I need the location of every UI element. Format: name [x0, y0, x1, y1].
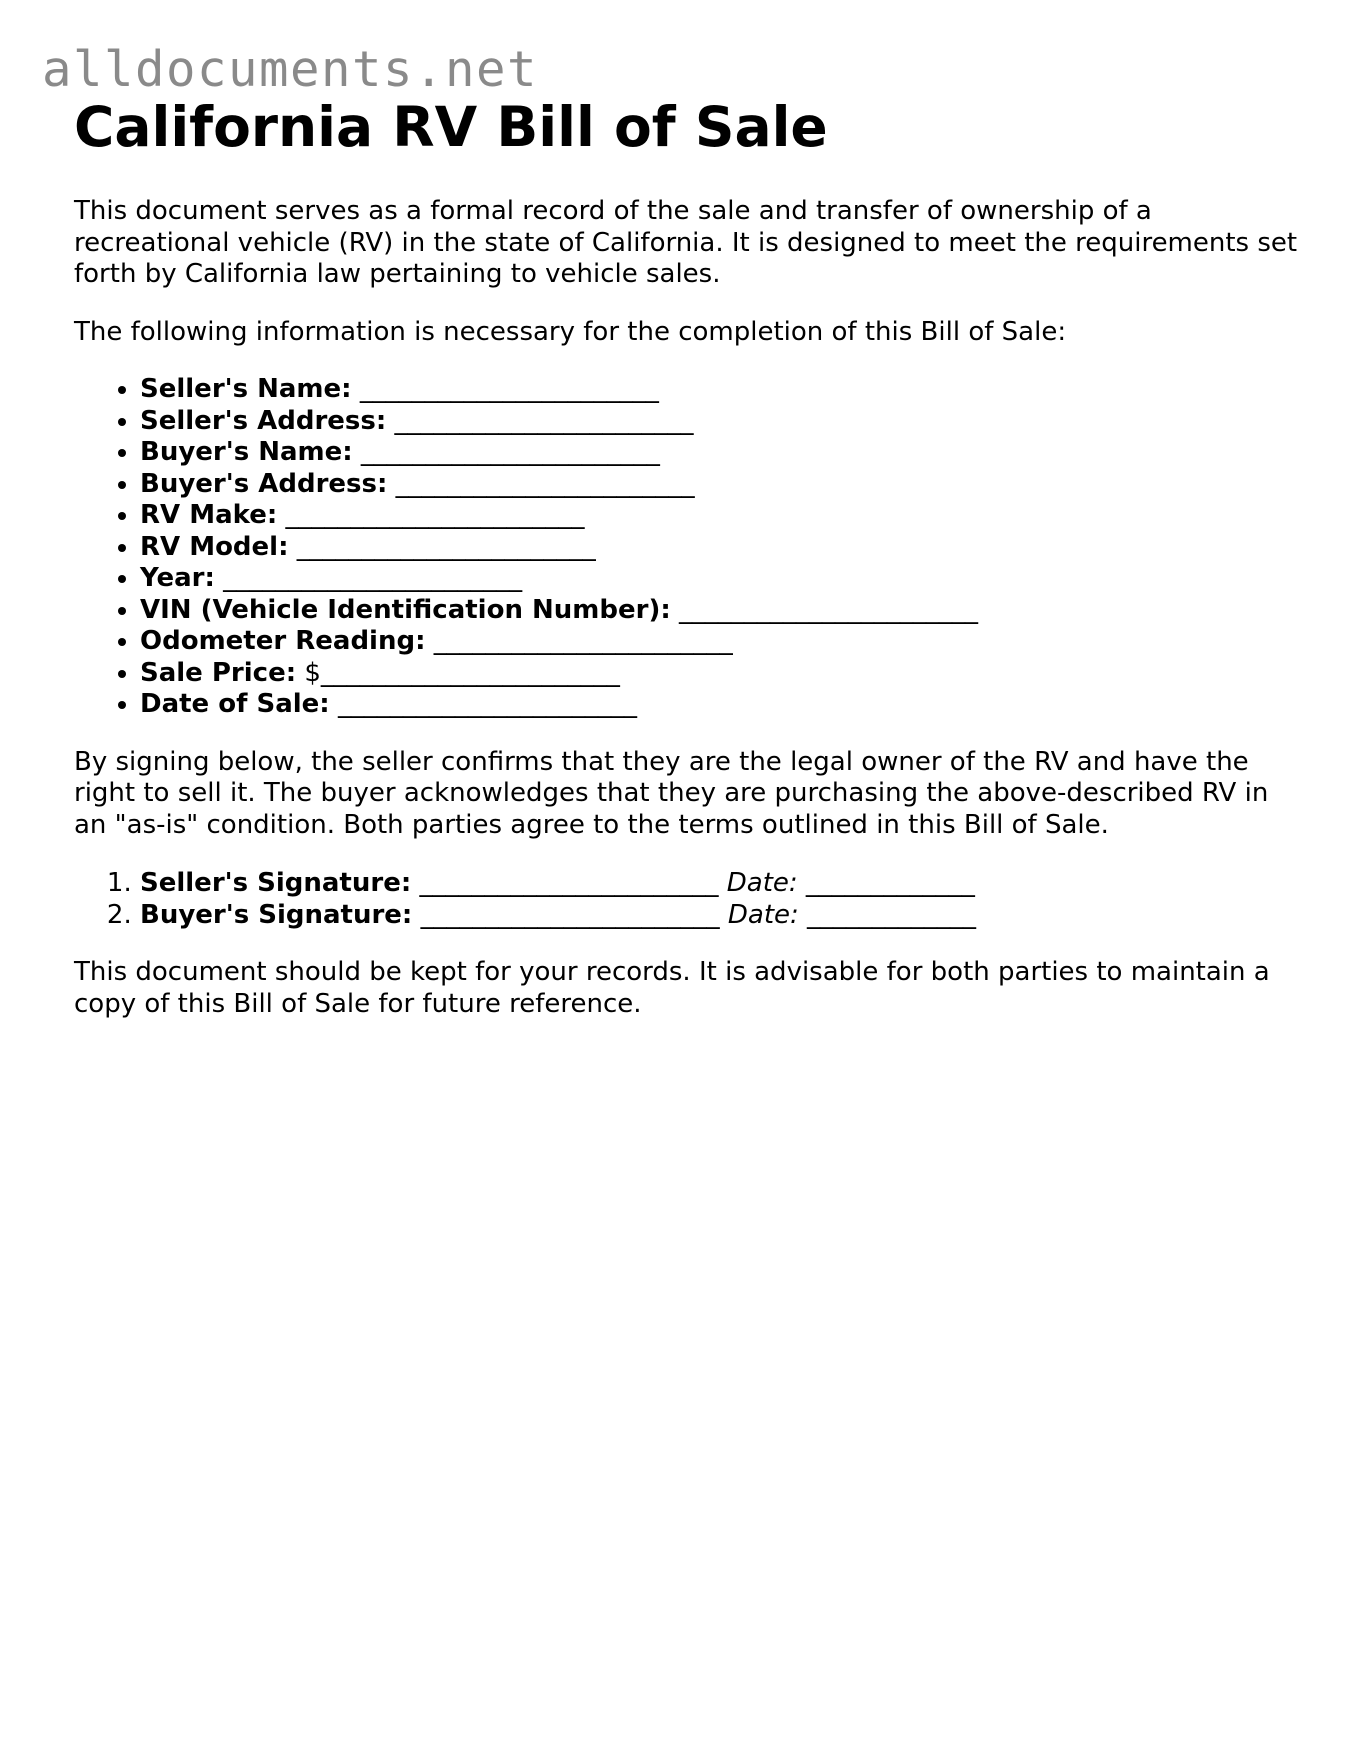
signature-line-seller — [140, 867, 1304, 899]
closing-paragraph: This document should be kept for your records. It is advisable for both parties to maintain a copy of this Bill of Sale for future reference. — [74, 957, 1270, 1019]
field-label: VIN (Vehicle Identification Number): — [140, 594, 671, 625]
document-title: California RV Bill of Sale — [74, 95, 828, 159]
list-item — [140, 689, 1304, 721]
list-item — [140, 437, 1304, 469]
field-blank: _______________________ — [386, 405, 694, 436]
field-label: RV Model: — [140, 531, 289, 562]
field-label: Odometer Reading: — [140, 626, 426, 656]
required-fields-list — [74, 374, 1304, 721]
date-label: Date: — [727, 900, 799, 930]
signature-blank: _______________________ — [411, 868, 727, 898]
list-item — [140, 626, 1304, 658]
field-blank: $_______________________ — [296, 657, 620, 688]
watermark: alldocuments.net — [42, 41, 539, 98]
signatures-list — [74, 867, 1304, 931]
signature-line-buyer — [140, 899, 1304, 931]
field-label: Buyer's Address: — [140, 468, 388, 499]
field-label: Year: — [140, 563, 215, 593]
field-blank: _______________________ — [425, 626, 733, 656]
signature-blank: _______________________ — [412, 900, 728, 930]
list-item — [140, 658, 1304, 690]
field-blank: _______________________ — [351, 374, 659, 404]
date-label: Date: — [726, 868, 798, 898]
list-item — [140, 595, 1304, 627]
field-blank: _______________________ — [288, 531, 596, 562]
intro-paragraph: This document serves as a formal record of the sale and transfer of ownership of a recreational vehicle (RV) in the state of California. It is designed to meet the requirements set forth by California law pertaining to vehicle sales. — [74, 196, 1298, 289]
field-label: Buyer's Name: — [140, 437, 353, 467]
field-label: Seller's Address: — [140, 405, 387, 436]
date-blank: _____________ — [797, 868, 975, 898]
field-blank: _______________________ — [329, 689, 637, 719]
list-item — [140, 532, 1304, 564]
field-blank: _______________________ — [670, 594, 978, 625]
field-blank: _______________________ — [387, 468, 695, 499]
field-label: Date of Sale: — [140, 689, 330, 719]
signature-label: Seller's Signature: — [140, 868, 412, 898]
list-item — [140, 469, 1304, 501]
field-label: Sale Price: — [140, 657, 297, 688]
date-blank: _____________ — [798, 900, 977, 930]
field-label: Seller's Name: — [140, 374, 352, 404]
signature-label: Buyer's Signature: — [140, 900, 413, 930]
field-blank: _______________________ — [277, 500, 585, 530]
list-item — [140, 374, 1304, 406]
list-item — [140, 563, 1304, 595]
list-item — [140, 500, 1304, 532]
field-label: RV Make: — [140, 500, 278, 530]
fields-lead-paragraph: The following information is necessary for the completion of this Bill of Sale: — [74, 316, 1067, 347]
field-blank: _______________________ — [214, 563, 523, 593]
list-item — [140, 406, 1304, 438]
field-blank: _______________________ — [352, 437, 660, 467]
terms-paragraph: By signing below, the seller confirms that they are the legal owner of the RV and have the right to sell it. The buyer acknowledges that they are purchasing the above-described RV in an "as-is" condition. Both parties agree to the terms outlined in this Bill of Sale. — [74, 746, 1269, 840]
document-body — [74, 90, 1304, 1020]
